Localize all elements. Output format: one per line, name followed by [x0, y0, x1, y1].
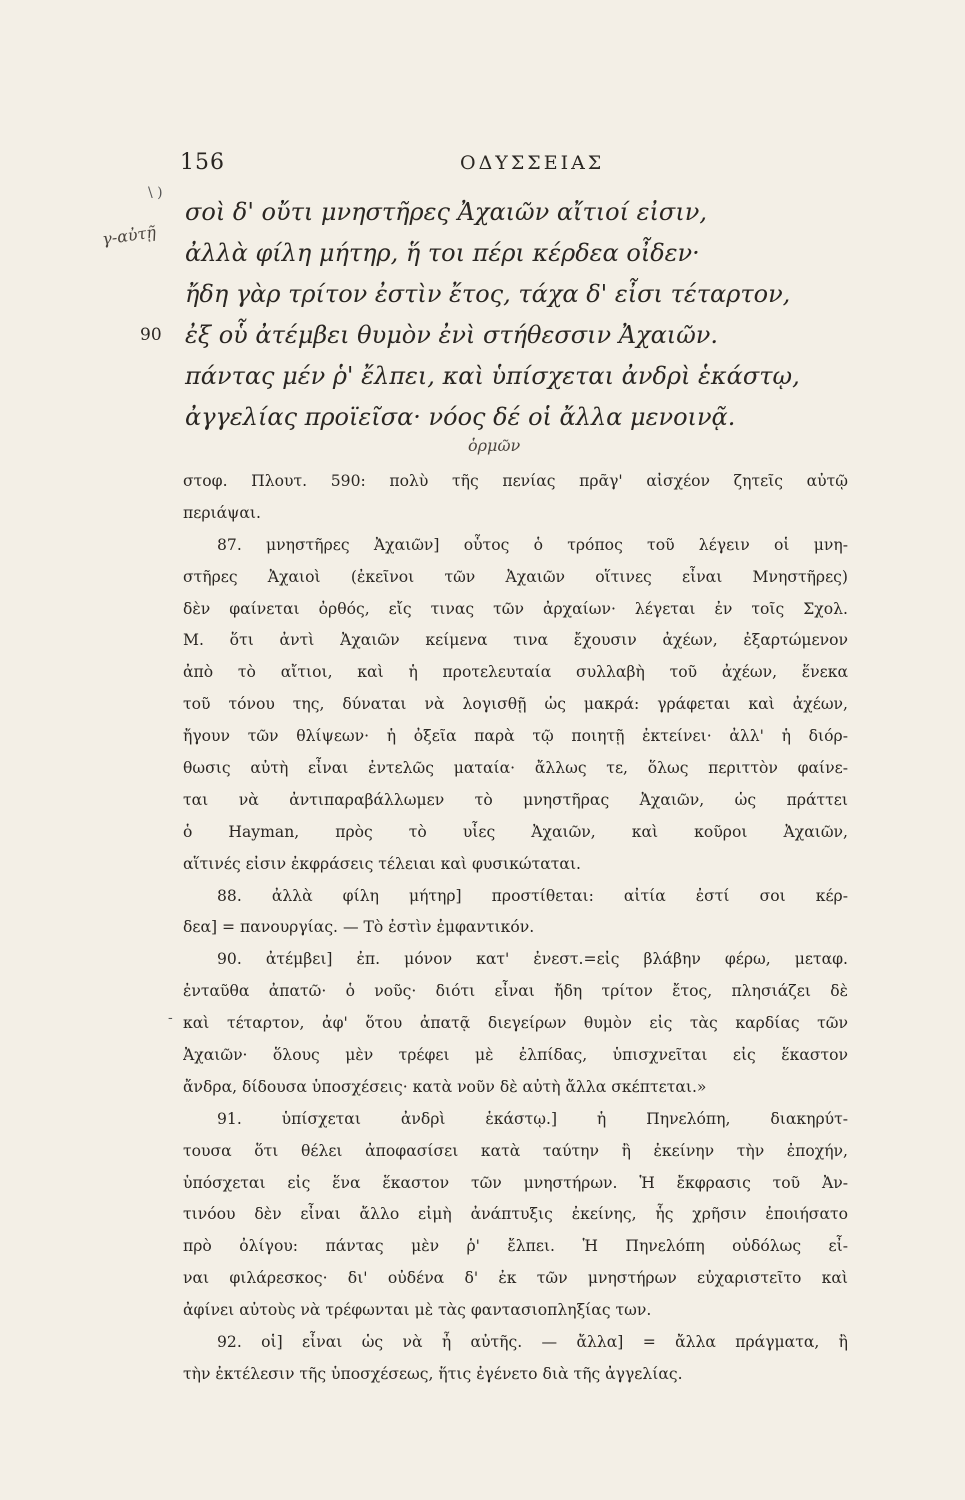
commentary-line: τουσα ὅτι θέλει ἀποφασίσει κατὰ ταύτην ἢ ἐκείνην τὴν ἐποχήν,: [183, 1141, 848, 1160]
verse-text: πάντας μέν ῥ' ἔλπει, καὶ ὑπίσχεται ἀνδρὶ ἑκάστῳ,: [185, 362, 800, 390]
commentary-line: δὲν φαίνεται ὀρθός, εἴς τινας τῶν ἀρχαίων· λέγεται ἐν τοῖς Σχολ.: [183, 599, 848, 618]
commentary-line: Μ. ὅτι ἀντὶ Ἀχαιῶν κείμενα τινα ἔχουσιν ἀχέων, ἐξαρτώμενον: [183, 631, 848, 650]
verse-line: [140, 356, 860, 397]
verse-text: ἐξ οὗ ἀτέμβει θυμὸν ἐνὶ στήθεσσιν Ἀχαιῶν.: [185, 321, 719, 349]
verse-block: [140, 192, 860, 438]
commentary-line: περιάψαι.: [183, 503, 261, 522]
commentary-line: ὑπόσχεται εἰς ἕνα ἕκαστον τῶν μνηστήρων. Ἡ ἔκφρασις τοῦ Ἀν-: [183, 1173, 848, 1192]
commentary-line: 87. μνηστῆρες Ἀχαιῶν] οὗτος ὁ τρόπος τοῦ λέγειν οἱ μνη-: [217, 535, 848, 554]
commentary-line: 91. ὑπίσχεται ἀνδρὶ ἑκάστῳ.] ἡ Πηνελόπη, διακηρύτ-: [217, 1109, 848, 1128]
verse-line: [140, 192, 860, 233]
commentary-line: ἀφίνει αὐτοὺς νὰ τρέφωνται μὲ τὰς φαντασιοπληξίας των.: [183, 1301, 652, 1320]
commentary-line: τινόου δὲν εἶναι ἄλλο εἰμὴ ἀνάπτυξις ἐκείνης, ἧς χρῆσιν ἐποιήσατο: [183, 1205, 848, 1224]
commentary-line: ται νὰ ἀντιπαραβάλλωμεν τὸ μνηστῆρας Ἀχαιῶν, ὡς πράττει: [183, 790, 848, 809]
verse-text: ἀγγελίας προϊεῖσα· νόος δέ οἱ ἄλλα μενοινᾷ.: [185, 403, 736, 431]
verse-line: [140, 233, 860, 274]
verse-text: ἀλλὰ φίλη μήτηρ, ἥ τοι πέρι κέρδεα οἶδεν·: [185, 239, 700, 267]
commentary-line: τὴν ἐκτέλεσιν τῆς ὑποσχέσεως, ἥτις ἐγένετο διὰ τῆς ἀγγελίας.: [183, 1364, 683, 1383]
commentary-line: ἐνταῦθα ἀπατῶ· ὁ νοῦς· διότι εἶναι ἤδη τρίτον ἔτος, πλησιάζει δὲ: [183, 982, 848, 1001]
commentary-line: τοῦ τόνου της, δύναται νὰ λογισθῇ ὡς μακρά: γράφεται καὶ ἀχέων,: [183, 695, 848, 714]
commentary-line: στοφ. Πλουτ. 590: πολὺ τῆς πενίας πρᾶγ' αἰσχέον ζητεῖς αὐτῷ: [183, 472, 848, 490]
commentary-line: ναι φιλάρεσκος· δι' οὐδένα δ' ἐκ τῶν μνηστήρων εὐχαριστεῖτο καὶ: [183, 1269, 848, 1288]
commentary-line: 90. ἀτέμβει] ἐπ. μόνον κατ' ἐνεστ.=εἰς βλάβην φέρω, μεταφ.: [217, 950, 848, 969]
verse-line: [140, 397, 860, 438]
page-header: [180, 150, 840, 184]
verse-line: [140, 274, 860, 315]
commentary-line: θωσις αὐτὴ εἶναι ἐντελῶς ματαία· ἄλλως τε, ὅλως περιττὸν φαίνε-: [183, 759, 848, 778]
commentary-line: Ἀχαιῶν· ὅλους μὲν τρέφει μὲ ἐλπίδας, ὑπισχνεῖται εἰς ἕκαστον: [183, 1046, 848, 1065]
running-head: ΟΔΥΣΣΕΙΑΣ: [460, 152, 605, 174]
commentary-line: 88. ἀλλὰ φίλη μήτηρ] προστίθεται: αἰτία ἐστί σοι κέρ-: [217, 886, 848, 905]
verse-line: [140, 315, 860, 356]
commentary-line: ἤγουν τῶν θλίψεων· ἡ ὀξεῖα παρὰ τῷ ποιητῇ ἐκτείνει· ἀλλ' ἡ διόρ-: [183, 727, 848, 746]
commentary-block: [183, 466, 848, 1391]
margin-note-left: γ-αὐτῇ: [100, 222, 157, 249]
commentary-line: πρὸ ὀλίγου: πάντας μὲν ῥ' ἔλπει. Ἡ Πηνελόπη οὐδόλως εἶ-: [183, 1237, 848, 1256]
commentary-line: καὶ τέταρτον, ἀφ' ὅτου ἀπατᾷ διεγείρων θυμὸν εἰς τὰς καρδίας τῶν: [183, 1014, 848, 1033]
page-number: 156: [180, 150, 225, 175]
verse-text: σοὶ δ' οὔτι μνηστῆρες Ἀχαιῶν αἴτιοί εἰσιν,: [185, 198, 707, 226]
verse-text: ἤδη γὰρ τρίτον ἐστὶν ἔτος, τάχα δ' εἶσι τέταρτον,: [185, 280, 791, 308]
commentary-line: 92. οἱ] εἶναι ὡς νὰ ἦ αὐτῆς. — ἄλλα] = ἄλλα πράγματα, ἢ: [217, 1333, 848, 1352]
commentary-line: ἀπὸ τὸ αἴτιοι, καὶ ἡ προτελευταία συλλαβὴ τοῦ ἀχέων, ἕνεκα: [183, 663, 848, 682]
commentary-line: ἄνδρα, δίδουσα ὑποσχέσεις· κατὰ νοῦν δὲ αὐτὴ ἄλλα σκέπτεται.»: [183, 1077, 707, 1096]
commentary-line: δεα] = πανουργίας. — Τὸ ἐστὶν ἐμφαντικόν.: [183, 918, 535, 937]
margin-dash-mark: -: [168, 1010, 173, 1026]
margin-tick-mark: \ ): [148, 185, 163, 201]
commentary-line: στῆρες Ἀχαιοὶ (ἐκεῖνοι τῶν Ἀχαιῶν οἵτινες εἶναι Μνηστῆρες): [183, 567, 848, 586]
commentary-line: ὁ Hayman, πρὸς τὸ υἷες Ἀχαιῶν, καὶ κοῦροι Ἀχαιῶν,: [183, 822, 848, 841]
verse-number: 90: [140, 325, 162, 345]
commentary-line: αἵτινές εἰσιν ἐκφράσεις τέλειαι καὶ φυσικώταται.: [183, 854, 582, 873]
margin-note-under-verse: ὁρμῶν: [468, 436, 521, 455]
